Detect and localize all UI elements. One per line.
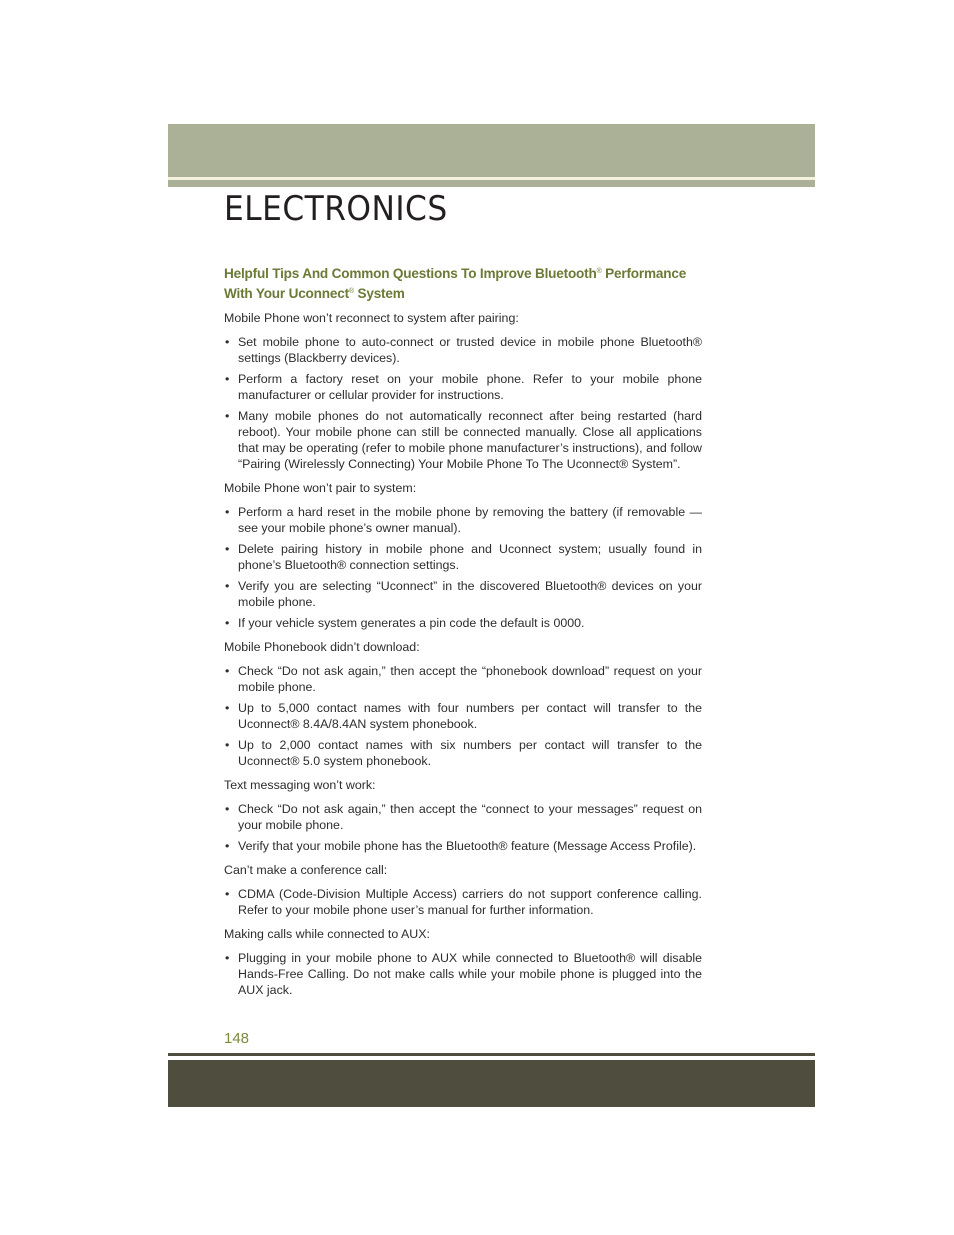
bullet-item: [224, 504, 702, 536]
bullet-text: Check “Do not ask again,” then accept the “connect to your messages” request on your mobile phone.: [238, 802, 702, 832]
bullet-icon: •: [225, 701, 230, 715]
bullet-text: If your vehicle system generates a pin code the default is 0000.: [238, 616, 585, 630]
bullet-list-reconnect: [224, 334, 702, 472]
bullet-text: Delete pairing history in mobile phone and Uconnect system; usually found in phone’s Bluetooth® connection settings.: [238, 542, 702, 572]
page-number: 148: [224, 1030, 250, 1047]
bullet-icon: •: [225, 409, 230, 423]
header-bar: [168, 180, 815, 187]
section-lead-phonebook: Mobile Phonebook didn’t download:: [224, 640, 420, 654]
header-band: [168, 124, 815, 177]
bullet-list-aux: [224, 950, 702, 998]
bullet-text: Plugging in your mobile phone to AUX while connected to Bluetooth® will disable Hands-Free Calling. Do not make calls while your mobile phone is plugged into the AUX jack.: [238, 951, 702, 997]
bullet-icon: •: [225, 505, 230, 519]
bullet-list-pair: [224, 504, 702, 631]
bullet-item: [224, 578, 702, 610]
bullet-item: [224, 700, 702, 732]
bullet-icon: •: [225, 616, 230, 630]
bullet-icon: •: [225, 664, 230, 678]
bullet-text: CDMA (Code-Division Multiple Access) carriers do not support conference calling. Refer to your mobile phone user’s manual for further information.: [238, 887, 702, 917]
bullet-text: Perform a factory reset on your mobile phone. Refer to your mobile phone manufacturer or cellular provider for instructions.: [238, 372, 702, 402]
bullet-item: [224, 541, 702, 573]
bullet-text: Up to 5,000 contact names with four numbers per contact will transfer to the Uconnect® 8.4A/8.4AN system phonebook.: [238, 701, 702, 731]
heading-line1-text: Helpful Tips And Common Questions To Improve Bluetooth: [224, 266, 597, 281]
bullet-text: Many mobile phones do not automatically reconnect after being restarted (hard reboot). Your mobile phone can still be connected manually. Close all applications that may be operating (refer to mobile phone manufacturer’s instructions), and follow “Pairing (Wirelessly Connecting) Your Mobile Phone To The Uconnect® System”.: [238, 409, 702, 471]
heading-line1-tail: Performance: [601, 266, 687, 281]
footer-divider-line: [168, 1053, 815, 1056]
heading-line2-text: With Your Uconnect: [224, 285, 349, 301]
bullet-list-conference-call: [224, 886, 702, 918]
registered-mark: ®: [596, 268, 602, 275]
bullet-icon: •: [225, 579, 230, 593]
bullet-icon: •: [225, 542, 230, 556]
bullet-list-text-messaging: [224, 801, 702, 854]
heading-line2-tail: System: [353, 285, 405, 301]
registered-mark: ®: [348, 287, 354, 295]
bullet-list-phonebook: [224, 663, 702, 769]
article-content: [224, 264, 702, 1006]
bullet-item: [224, 371, 702, 403]
bullet-item: [224, 334, 702, 366]
bullet-item: [224, 737, 702, 769]
section-lead-reconnect: Mobile Phone won’t reconnect to system after pairing:: [224, 311, 519, 325]
bullet-icon: •: [225, 802, 230, 816]
article-heading: [224, 264, 702, 303]
bullet-icon: •: [225, 372, 230, 386]
bullet-text: Verify you are selecting “Uconnect” in the discovered Bluetooth® devices on your mobile phone.: [238, 579, 702, 609]
bullet-text: Check “Do not ask again,” then accept the “phonebook download” request on your mobile phone.: [238, 664, 702, 694]
bullet-item: [224, 950, 702, 998]
bullet-item: [224, 838, 702, 854]
bullet-icon: •: [225, 839, 230, 853]
bullet-item: [224, 663, 702, 695]
bullet-item: [224, 886, 702, 918]
bullet-icon: •: [225, 335, 230, 349]
bullet-icon: •: [225, 738, 230, 752]
section-lead-conference-call: Can’t make a conference call:: [224, 863, 388, 877]
section-lead-text-messaging: Text messaging won’t work:: [224, 778, 376, 792]
bullet-text: Set mobile phone to auto-connect or trusted device in mobile phone Bluetooth® settings (Blackberry devices).: [238, 335, 702, 365]
bullet-text: Perform a hard reset in the mobile phone by removing the battery (if removable — see your mobile phone’s owner manual).: [238, 505, 702, 535]
bullet-item: [224, 615, 702, 631]
footer-band: [168, 1060, 815, 1107]
bullet-text: Up to 2,000 contact names with six numbers per contact will transfer to the Uconnect® 5.0 system phonebook.: [238, 738, 702, 768]
section-title: ELECTRONICS: [224, 189, 448, 229]
bullet-icon: •: [225, 887, 230, 901]
section-lead-aux: Making calls while connected to AUX:: [224, 927, 430, 941]
bullet-text: Verify that your mobile phone has the Bluetooth® feature (Message Access Profile).: [238, 839, 697, 853]
bullet-item: [224, 801, 702, 833]
section-lead-pair: Mobile Phone won’t pair to system:: [224, 481, 417, 495]
bullet-item: [224, 408, 702, 472]
bullet-icon: •: [225, 951, 230, 965]
